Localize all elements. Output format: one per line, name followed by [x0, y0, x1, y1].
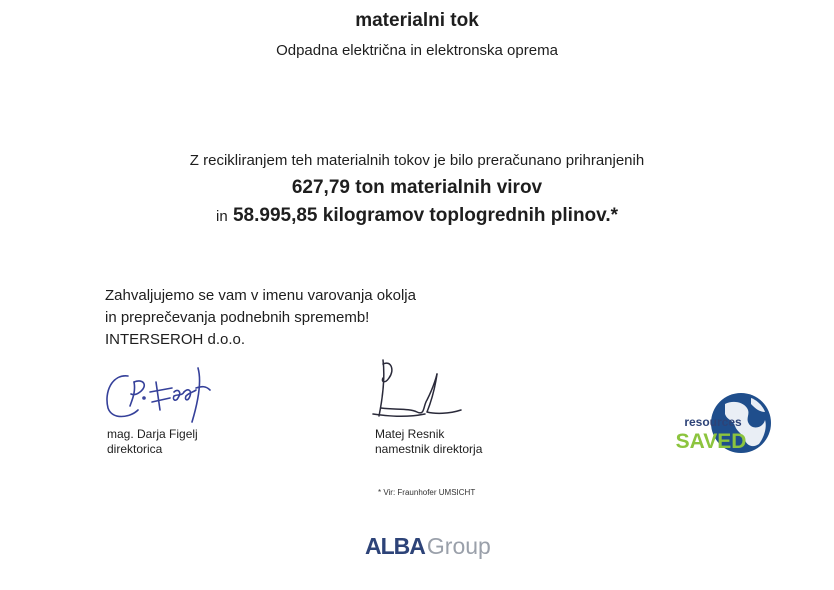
signatory-1-name: mag. Darja Figelj	[107, 427, 198, 441]
page-subtitle: Odpadna električna in elektronska oprema	[276, 42, 558, 59]
thanks-line-2: in preprečevanja podnebnih sprememb!	[105, 309, 370, 326]
signatory-1-role: direktorica	[107, 442, 163, 456]
signatory-2-role: namestnik direktorja	[375, 442, 483, 456]
source-footnote: * Vir: Fraunhofer UMSICHT	[378, 488, 476, 497]
summary-gases-prefix: in	[216, 208, 228, 225]
company-name: INTERSEROH d.o.o.	[105, 331, 246, 348]
page-title: materialni tok	[355, 10, 479, 31]
thanks-line-1: Zahvaljujemo se vam v imenu varovanja okolja	[105, 287, 416, 304]
summary-materials: 627,79 ton materialnih virov	[291, 177, 543, 198]
signatory-2-name: Matej Resnik	[375, 427, 445, 441]
alba-logo-bold-text: ALBA	[365, 533, 425, 559]
resources-saved-logo	[655, 390, 775, 456]
summary-intro: Z recikliranjem teh materialnih tokov je bilo preračunano prihranjenih	[189, 152, 645, 169]
alba-group-logo	[365, 533, 491, 560]
alba-logo-light-text: Group	[426, 533, 491, 559]
summary-gases: 58.995,85 kilogramov toplogrednih plinov.*	[232, 205, 618, 226]
summary-gases-line	[0, 205, 834, 227]
signature-darja-figelj	[100, 362, 220, 428]
resources-logo-top-text: resources	[684, 415, 742, 429]
signature-matej-resnik	[365, 352, 475, 428]
resources-logo-bottom-text: SAVED	[675, 430, 747, 453]
